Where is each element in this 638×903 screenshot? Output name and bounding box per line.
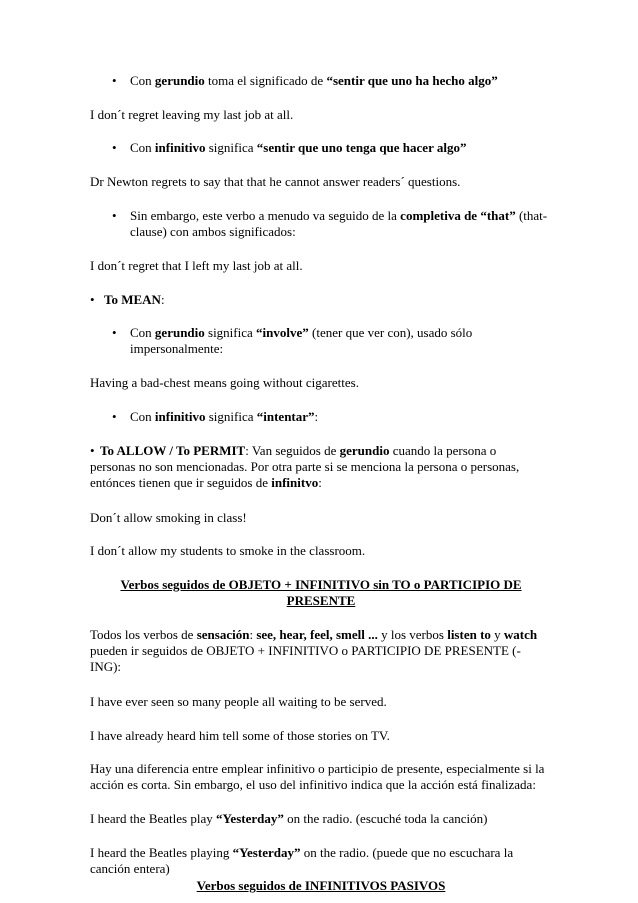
paragraph-diferencia: Hay una diferencia entre emplear infinitivo o participio de presente, especialmente si la acción es corta. Sin embargo, el uso del infinitivo indica que la acción está finalizada:	[90, 761, 545, 792]
example-beatles-play: I heard the Beatles play “Yesterday” on the radio. (escuché toda la canción)	[90, 811, 488, 826]
document-page: • Con gerundio toma el significado de “sentir que uno ha hecho algo” I don´t regret leaving my last job at all. • Con infinitivo significa “sentir que uno tenga que hacer algo” Dr Newton regrets to say that that he cannot answer readers´ questions. • Sin embargo, este verbo a menudo va seguido de la completiva de “that” (that- clause) con ambos significados: I don´t regret that I left my last job at all. • To MEAN: • Con gerundio significa “involve” (tener que ver con), usado sólo impersonalmente: Having a bad-chest means going without cigarettes. • Con infinitivo significa “intentar”: • To ALLOW / To PERMIT: Van seguidos de gerundio cuando la persona o personas no son mencionadas. Por otra parte si se menciona la persona o personas, entónces tienen que ir seguidos de infinitvo: Don´t allow smoking in class! I don´t allow my students to smoke in the classroom. Verbos seguidos de OBJETO + INFINITIVO sin TO o PARTICIPIO DE PRESENTE Todos los verbos de sensación: see, hear, feel, smell ... y los verbos listen to y watch pueden ir seguidos de OBJETO + INFINITIVO o PARTICIPIO DE PRESENTE (- ING): I have ever seen so many people all waiting to be served. I have already heard him tell some of those stories on TV. Hay una diferencia entre emplear infinitivo o participio de presente, especialmente si la acción es corta. Sin embargo, el uso del infinitivo indica que la acción está finalizada: I heard the Beatles play “Yesterday” on the radio. (escuché toda la canción) I heard the Beatles playing “Yesterday” on the radio. (puede que no escuchara la canción entera) Verbos seguidos de INFINITIVOS PASIVOS	[0, 0, 638, 903]
example-dont-allow-students: I don´t allow my students to smoke in the classroom.	[90, 543, 366, 558]
example-bad-chest: Having a bad-chest means going without cigarettes.	[90, 375, 359, 390]
example-dont-allow-smoking: Don´t allow smoking in class!	[90, 510, 247, 525]
heading-objeto-infinitivo: Verbos seguidos de OBJETO + INFINITIVO sin TO o PARTICIPIO DE PRESENTE	[120, 577, 522, 608]
heading-infinitivos-pasivos: Verbos seguidos de INFINITIVOS PASIVOS	[196, 878, 446, 893]
bullet-dot: •	[90, 292, 95, 307]
example-beatles-playing: I heard the Beatles playing “Yesterday” on the radio. (puede que no escuchara la canción entera)	[90, 845, 514, 876]
example-regret-that: I don´t regret that I left my last job at all.	[90, 258, 303, 273]
section-allow-permit: • To ALLOW / To PERMIT: Van seguidos de gerundio cuando la persona o personas no son mencionadas. Por otra parte si se menciona la persona o personas, entónces tienen que ir seguidos de infinitvo:	[90, 443, 520, 490]
example-newton-regrets: Dr Newton regrets to say that that he cannot answer readers´ questions.	[90, 174, 461, 189]
example-seen-people: I have ever seen so many people all waiting to be served.	[90, 694, 387, 709]
bullet-dot: •	[112, 409, 117, 424]
bullet-dot: •	[112, 140, 117, 155]
paragraph-verbos-sensacion: Todos los verbos de sensación: see, hear, feel, smell ... y los verbos listen to y watch pueden ir seguidos de OBJETO + INFINITIVO o PARTICIPIO DE PRESENTE (- ING):	[90, 627, 538, 674]
example-regret-leaving: I don´t regret leaving my last job at all.	[90, 107, 294, 122]
bullet-dot: •	[112, 208, 117, 223]
example-heard-him: I have already heard him tell some of those stories on TV.	[90, 728, 390, 743]
bullet-dot: •	[112, 73, 117, 88]
section-to-mean: • To MEAN:	[90, 292, 165, 307]
bullet-dot: •	[112, 325, 117, 340]
bullet-dot: •	[90, 443, 95, 458]
